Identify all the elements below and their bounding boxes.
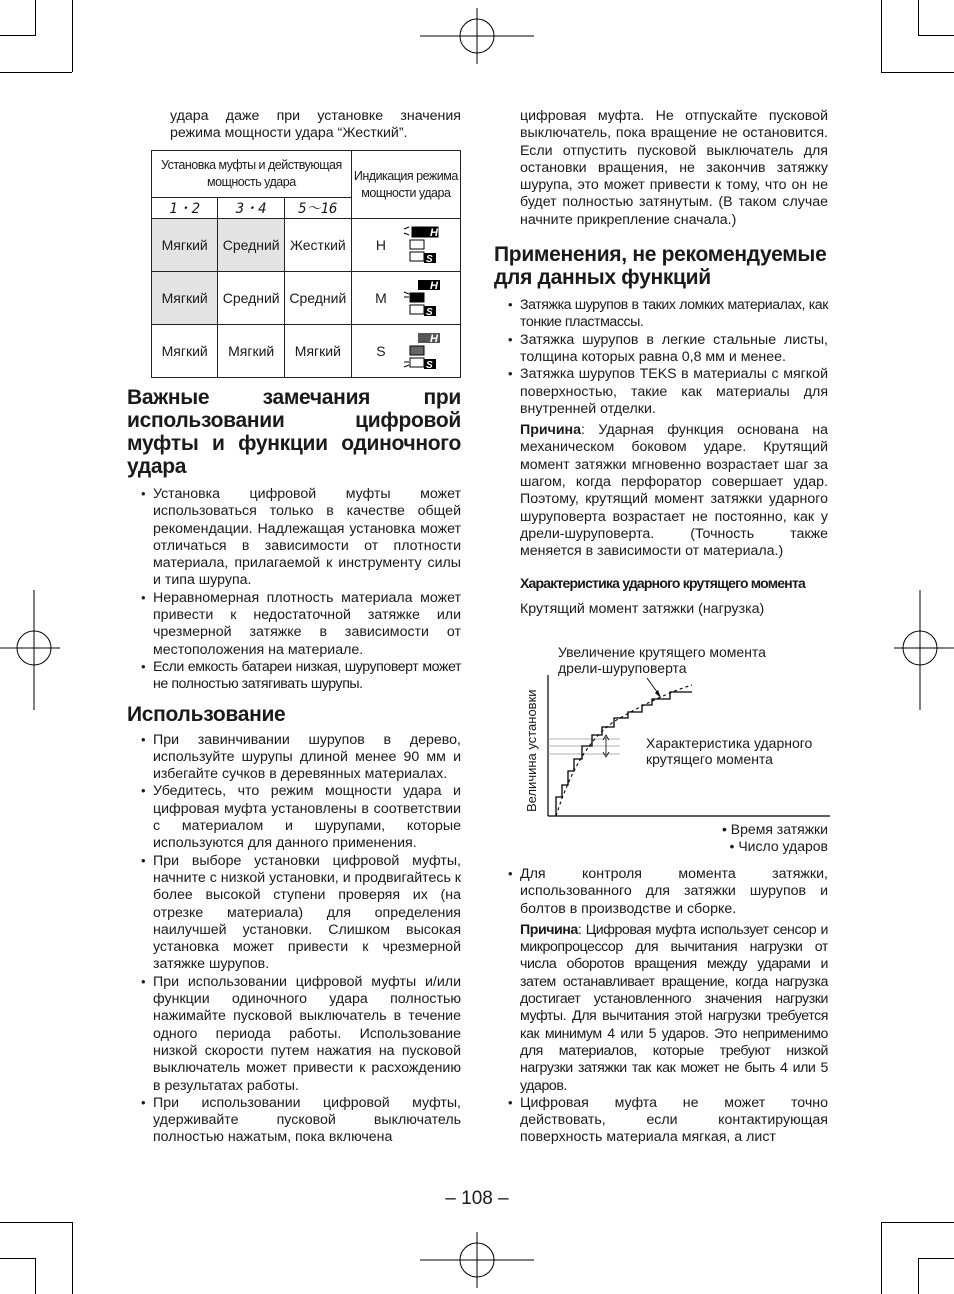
row-m-mode: M (375, 290, 387, 306)
impact-mode-table (151, 150, 461, 378)
page-number: – 108 – (445, 1188, 509, 1209)
row-s-col2: Мягкий (218, 325, 285, 378)
not-recommended-item: • Затяжка шурупов в таких ломких материалах, как тонкие пластмассы. (494, 297, 828, 332)
right-column-lower (494, 866, 828, 1147)
intro-text: удара даже при установке значения режима мощности удара “Жесткий”. (170, 108, 461, 142)
not-recommended-title: Применения, не рекомендуемые для данных функций (494, 243, 827, 290)
mode-h-indicator-icon (402, 223, 448, 267)
row-h-mode: H (375, 237, 386, 253)
y-axis-label: Величина установки (524, 689, 539, 812)
row-h-col1: Мягкий (152, 219, 218, 272)
svg-text:S: S (425, 254, 433, 265)
x-axis-label-time: • Время затяжки (722, 821, 828, 837)
usage-item: • При использовании цифровой муфты, удерживайте пусковой выключатель полностью нажатым, пока включена (127, 1095, 461, 1147)
continued-text: цифровая муфта. Не отпускайте пусковой выключатель, пока вращение не остановится. Если отпустить пусковой выключатель для остановки вращения, не закончив затяжку шурупа, это может привести к тому, что он не будет полностью затянутым. (В таком случае начните прикрепление сначала.) (520, 108, 828, 228)
table-header-settings: Установка муфты и действующая мощность удара (152, 151, 352, 198)
reason-label: Причина (520, 422, 582, 439)
range-5-16: 5～16 (285, 198, 352, 219)
reason-text: : Цифровая муфта использует сенсор и микропроцессор для вычитания нагрузки от числа оборотов вращения между ударами и затем останавливает вращение, когда нагрузка достигает установленного значения нагрузки муфты. Для вычитания этой нагрузки требуется как минимум 4 или 5 ударов. Это неприменимо для материалов, которые требуют низкой нагрузки затяжки так как может не быть 4 или 5 ударов. (520, 921, 828, 1094)
important-notes-title: Важные замечания при использовании цифровой муфты и функции одиночного удара (127, 386, 461, 478)
registration-mark-left (0, 590, 60, 710)
row-s-col3: Мягкий (285, 325, 352, 378)
reason-text: : Ударная функция основана на механическом боковом ударе. Крутящий момент затяжки мгновенно возрастает шаг за шагом, когда перфоратор совершает удар. Поэтому, крутящий момент затяжки ударного шуруповерта возрастает не постоянно, как у дрели-шуруповерта. (Точность также меняется в зависимости от материала.) (520, 422, 828, 560)
x-axis-labels (700, 821, 828, 855)
row-m-col1: Мягкий (152, 272, 218, 325)
reason-label: Причина (520, 921, 578, 938)
row-m-col3: Средний (285, 272, 352, 325)
x-axis-label-impacts: • Число ударов (729, 838, 828, 854)
svg-text:H: H (429, 333, 438, 345)
not-recommended-item: • Цифровая муфта не может точно действовать, если контактирующая поверхность материала мягкая, а лист (494, 1095, 828, 1147)
table-header-indication: Индикация режима мощности удара (351, 151, 460, 219)
not-recommended-item: • Затяжка шурупов TEKS в материалы с мягкой поверхностью, такие как материалы для внутренней отделки. (494, 366, 828, 418)
svg-text:S: S (425, 360, 433, 371)
row-s-col1: Мягкий (152, 325, 218, 378)
registration-mark-right (894, 590, 954, 710)
registration-mark-bottom (420, 1232, 534, 1288)
row-h-col2: Средний (218, 219, 285, 272)
not-recommended-item: • Для контроля момента затяжки, использованного для затяжки шурупов и болтов в производстве и сборке. (494, 866, 828, 918)
svg-text:S: S (425, 307, 433, 318)
svg-text:H: H (429, 280, 438, 292)
mode-s-indicator-icon (402, 329, 448, 373)
impact-torque-label: Характеристика ударного крутящего момента (646, 735, 813, 767)
note-item: • Установка цифровой муфты может использоваться только в качестве общей рекомендации. Надлежащая установка может отличаться в зависимости от плотности материала, прилагаемой к инструменту силы и типа шурупа. (127, 486, 461, 590)
left-column-body (127, 386, 461, 1147)
not-recommended-item: • Затяжка шурупов в легкие стальные листы, толщина которых равна 0,8 мм и менее. (494, 332, 828, 367)
row-m-indication (351, 272, 460, 325)
registration-mark-top (420, 8, 534, 64)
row-h-col3: Жесткий (285, 219, 352, 272)
range-3-4: 3・4 (218, 198, 285, 219)
mode-m-indicator-icon (402, 276, 448, 320)
row-m-col2: Средний (218, 272, 285, 325)
note-item: • Если емкость батареи низкая, шуруповерт может не полностью затягивать шурупы. (127, 659, 461, 694)
usage-title: Использование (127, 702, 286, 726)
impact-torque-title: Характеристика ударного крутящего момента (520, 574, 805, 591)
usage-item: • Убедитесь, что режим мощности удара и цифровая муфта установлены в соответствии с материалом и шурупами, которые используются для данного применения. (127, 783, 461, 852)
usage-item: • При завинчивании шурупов в дерево, используйте шурупы длиной менее 90 мм и избегайте сучков в деревянных материалах. (127, 732, 461, 784)
row-s-mode: S (376, 343, 386, 359)
reason-1 (494, 422, 828, 560)
note-item: • Неравномерная плотность материала может привести к недостаточной затяжке или чрезмерной затяжке в зависимости от местоположения на материале. (127, 590, 461, 659)
range-1-2: 1・2 (152, 198, 218, 219)
graph-caption: Крутящий момент затяжки (нагрузка) (520, 600, 765, 617)
row-h-indication (351, 219, 460, 272)
right-column (494, 108, 828, 618)
row-s-indication (351, 325, 460, 378)
usage-item: • При использовании цифровой муфты и/или функции одиночного удара полностью нажимайте пусковой выключатель в течение одного периода работы. Использование низкой скорости путем нажатия на пусковой выключатель может привести к расхождению в результатах работы. (127, 974, 461, 1095)
drill-torque-label: Увеличение крутящего момента дрели-шуруповерта (558, 644, 766, 676)
svg-text:H: H (429, 227, 438, 239)
usage-item: • При выборе установки цифровой муфты, начните с низкой установки, и продвигайтесь к более высокой ступени проверяя их (на отрезке материала) для определения наилучшей установки. Слишком высокая установка может привести к чрезмерной затяжке шурупов. (127, 853, 461, 974)
reason-2 (494, 922, 828, 1095)
left-column (127, 108, 461, 143)
